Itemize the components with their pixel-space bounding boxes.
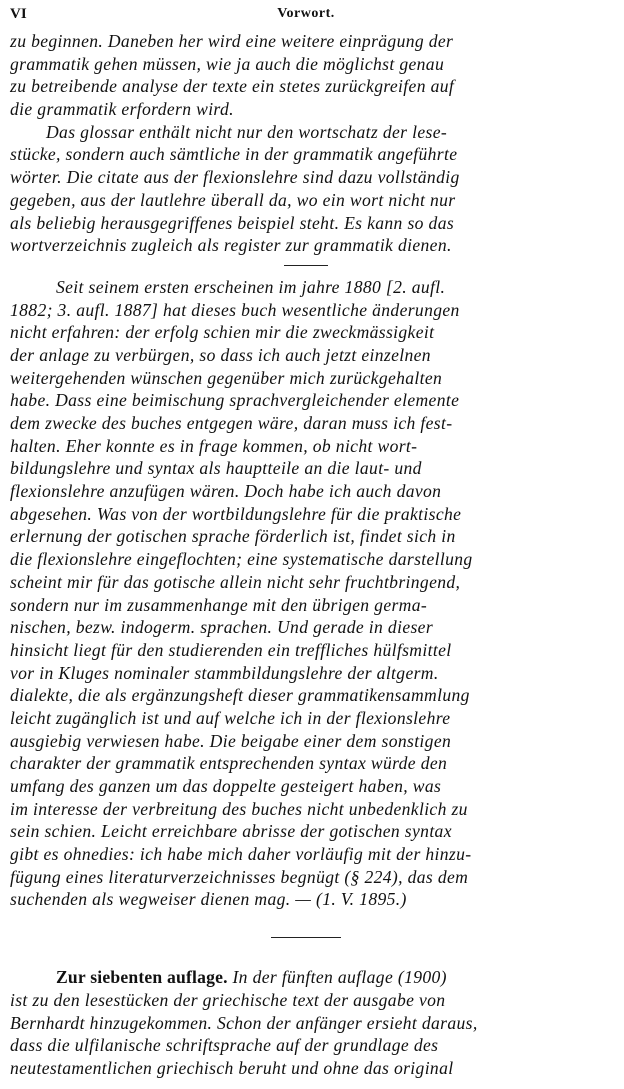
text-line: leicht zugänglich ist und auf welche ich in der flexionslehre — [10, 707, 451, 728]
section-heading: Zur siebenten auflage. — [56, 967, 228, 988]
text-line: nischen, bezw. indogerm. sprachen. Und gerade in dieser — [10, 617, 434, 638]
text-line: zu beginnen. Daneben her wird eine weitere einprägung der — [10, 31, 454, 51]
text-line: dass die ulfilanische schriftsprache auf der grundlage des — [10, 1035, 439, 1056]
text-line: weitergehenden wünschen gegenüber mich zurückgehalten — [10, 367, 443, 388]
text-line: charakter der grammatik entsprechenden syntax würde den — [10, 753, 448, 774]
text-line: vor in Kluges nominaler stammbildungslehre der altgerm. — [10, 662, 439, 683]
text-line: erlernung der gotischen sprache förderlich ist, findet sich in — [10, 526, 456, 547]
text-line: ausgiebig verwiesen habe. Die beigabe einer dem sonstigen — [10, 730, 452, 751]
text-line: ist zu den lesestücken der griechische text der ausgabe von — [10, 989, 446, 1010]
text-line: bildungslehre und syntax als hauptteile an die laut- und — [10, 458, 422, 479]
text-line: 1882; 3. aufl. 1887] hat dieses buch wesentliche änderungen — [10, 299, 460, 320]
text-line: dialekte, die als ergänzungsheft dieser grammatikensammlung — [10, 685, 470, 706]
text-line: im interesse der verbreitung des buches nicht unbedenklich zu — [10, 798, 468, 819]
page-number: VI — [10, 6, 27, 22]
text-line: grammatik gehen müssen, wie ja auch die möglichst genau — [10, 53, 445, 74]
section-divider — [284, 265, 328, 266]
page — [10, 0, 602, 1080]
paragraph-seventh-edition — [10, 966, 602, 1079]
running-header — [10, 0, 602, 30]
text-line: nicht erfahren: der erfolg schien mir die zweckmässigkeit — [10, 322, 435, 343]
text-line: scheint mir für das gotische allein nicht sehr fruchtbringend, — [10, 571, 461, 592]
text-line: hinsicht liegt für den studierenden ein treffliches hülfsmittel — [10, 639, 452, 660]
text-line: neutestamentlichen griechisch beruht und ohne das original — [10, 1057, 454, 1078]
text-line: wortverzeichnis zugleich als register zur grammatik dienen. — [10, 235, 452, 256]
text-line: gibt es ohnedies: ich habe mich daher vorläufig mit der hinzu- — [10, 844, 472, 865]
text-line: sondern nur im zusammenhange mit den übrigen germa- — [10, 594, 428, 615]
text-line: suchenden als wegweiser dienen mag. — (1. V. 1895.) — [10, 889, 407, 910]
text-line: abgesehen. Was von der wortbildungslehre für die praktische — [10, 503, 462, 524]
text-line: halten. Eher konnte es in frage kommen, ob nicht wort- — [10, 435, 418, 456]
text-line: Das glossar enthält nicht nur den wortschatz der lese- — [46, 121, 448, 142]
text-line: als beliebig herausgegriffenes beispiel steht. Es kann so das — [10, 212, 455, 233]
text-line: der anlage zu verbürgen, so dass ich auch jetzt einzelnen — [10, 344, 431, 365]
text-line: fügung eines literaturverzeichnisses begnügt (§ 224), das dem — [10, 866, 469, 887]
text-line: gegeben, aus der lautlehre überall da, wo ein wort nicht nur — [10, 189, 456, 210]
paragraph-history — [10, 276, 602, 911]
text-line: die flexionslehre eingeflochten; eine systematische darstellung — [10, 549, 473, 570]
text-line: habe. Dass eine beimischung sprachvergleichender elemente — [10, 390, 460, 411]
text-line: flexionslehre anzufügen wären. Doch habe ich auch davon — [10, 481, 442, 502]
text-line: zu betreibende analyse der texte ein stetes zurückgreifen auf — [10, 76, 455, 97]
text-line: Bernhardt hinzugekommen. Schon der anfänger ersieht daraus, — [10, 1012, 478, 1033]
text-line: Seit seinem ersten erscheinen im jahre 1880 [2. aufl. — [56, 276, 446, 297]
running-title: Vorwort. — [277, 6, 335, 21]
text-line: wörter. Die citate aus der flexionslehre sind dazu vollständig — [10, 167, 460, 188]
heading-continuation: In der fünften auflage (1900) — [227, 967, 447, 988]
text-line: stücke, sondern auch sämtliche in der grammatik angeführte — [10, 144, 458, 165]
paragraph-glossar — [10, 30, 602, 257]
text-line — [10, 966, 602, 989]
text-line: dem zwecke des buches entgegen wäre, daran muss ich fest- — [10, 413, 453, 433]
text-line: die grammatik erfordern wird. — [10, 99, 234, 120]
text-line: umfang des ganzen um das doppelte gesteigert haben, was — [10, 776, 442, 796]
section-divider — [271, 937, 341, 938]
text-line: sein schien. Leicht erreichbare abrisse der gotischen syntax — [10, 821, 452, 842]
